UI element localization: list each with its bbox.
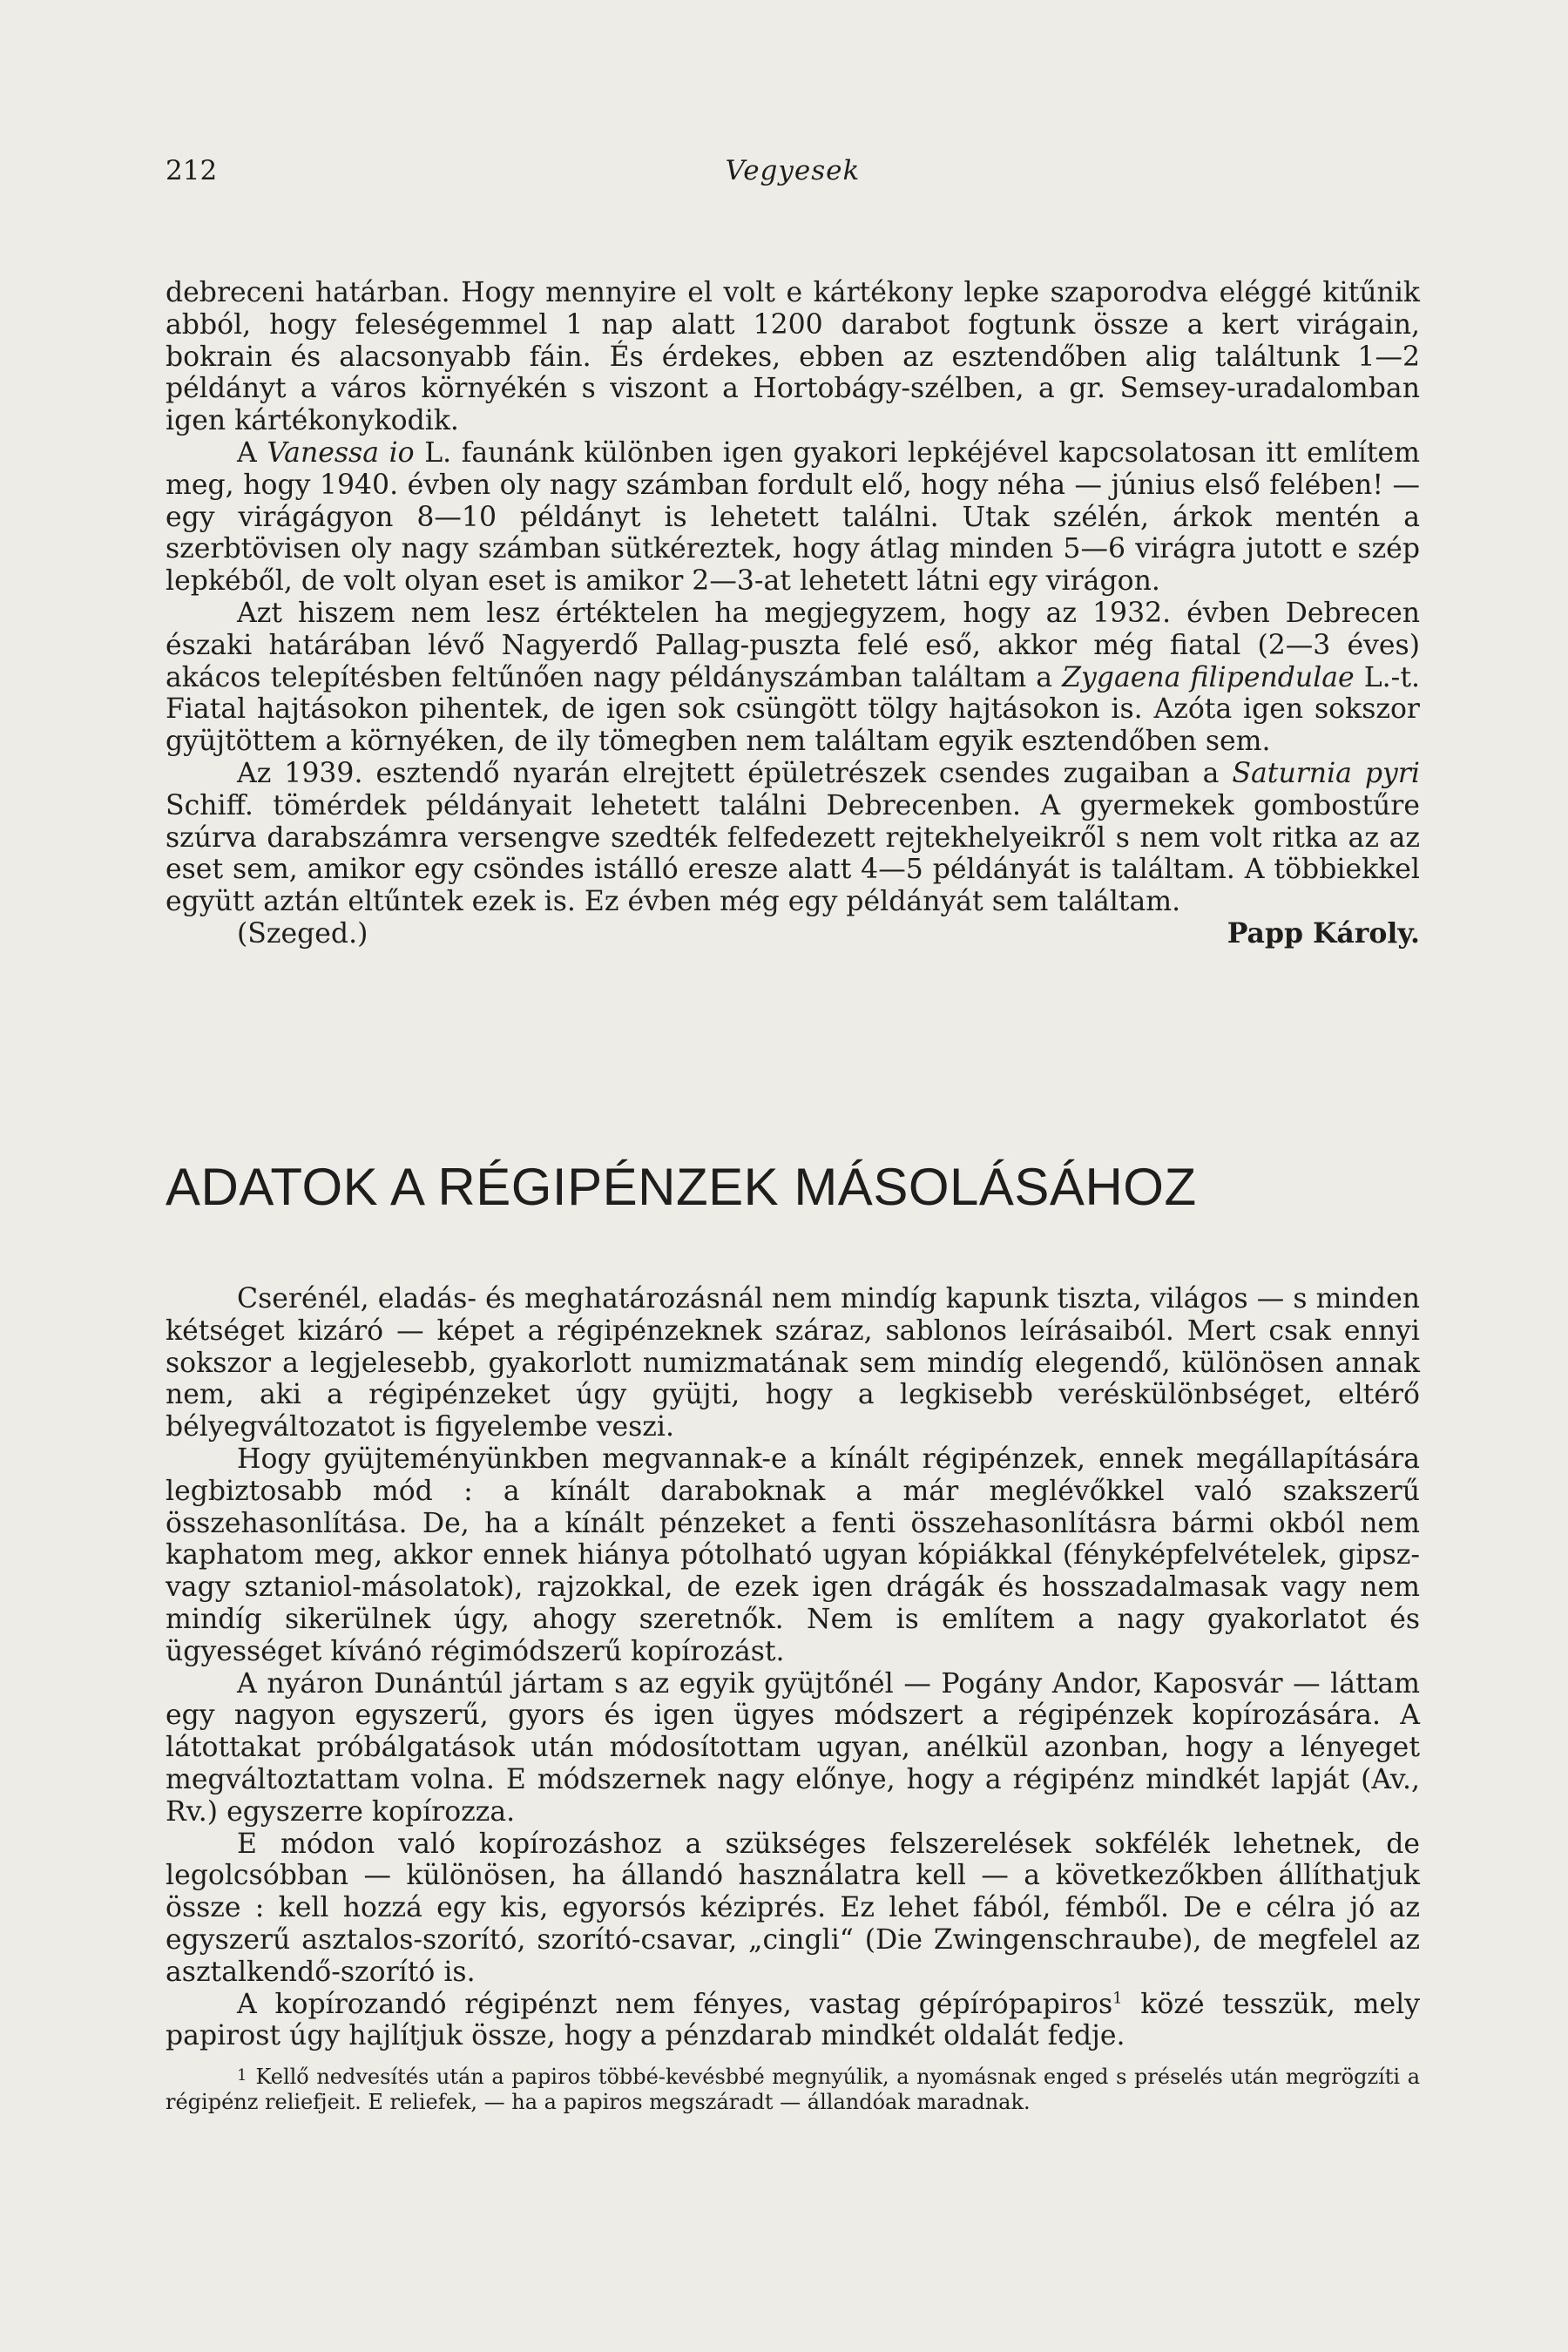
article-body [166, 1283, 1420, 2052]
paragraph: Cserénél, eladás- és meghatározásnál nem mindíg kapunk tiszta, világos — s minden kétséget kizáró — képet a régipénzeknek száraz, sablonos leírásaiból. Mert csak ennyi sokszor a legjelesebb, gyakorlott numizmatának sem mindíg elegendő, különösen annak nem, aki a régipénzeket úgy gyüjti, hogy a legkisebb veréskülönbséget, eltérő bélyegváltozatot is figyelembe veszi. [166, 1283, 1420, 1443]
species-name: Zygaena filipendulae [1062, 661, 1355, 693]
paragraph: Azt hiszem nem lesz értéktelen ha megjegyzem, hogy az 1932. évben Debrecen északi határában lévő Nagyerdő Pallag-puszta felé eső, akkor még fiatal (2—3 éves) akácos telepítésben feltűnően nagy példányszámban találtam a Zygaena filipendulae L.-t. Fiatal hajtásokon pihentek, de igen sok csüngött tölgy hajtásokon is. Azóta igen sokszor gyüjtöttem a környéken, de ily tömegben nem találtam egyik esztendőben sem. [166, 597, 1420, 758]
page-number: 212 [166, 155, 218, 186]
paragraph: A kopírozandó régipénzt nem fényes, vastag gépírópapiros$^1$ közé tesszük, mely papirost úgy hajlítjuk össze, hogy a pénzdarab mindkét oldalát fedje. [166, 1988, 1420, 2052]
article-continued [166, 277, 1420, 950]
paragraph: A nyáron Dunántúl jártam s az egyik gyüjtőnél — Pogány Andor, Kaposvár — láttam egy nagyon egyszerű, gyors és igen ügyes módszert a régipénzek kopírozására. A látottakat próbálgatások után módosítottam ugyan, anélkül azonban, hogy a lényeget megváltoztattam volna. E módszernek nagy előnye, hogy a régipénz mindkét lapját (Av., Rv.) egyszerre kopírozza. [166, 1667, 1420, 1828]
paragraph: debreceni határban. Hogy mennyire el volt e kártékony lepke szaporodva eléggé kitűnik abból, hogy feleségemmel 1 nap alatt 1200 darabot fogtunk össze a kert virágain, bokrain és alacsonyabb fáin. És érdekes, ebben az esztendőben alig találtunk 1—2 példányt a város környékén s viszont a Hortobágy-szélben, a gr. Semsey-uradalomban igen kártékonykodik. [166, 277, 1420, 437]
species-name: Vanessa io [267, 436, 415, 469]
footnote-reference: 1 [1112, 1989, 1123, 2008]
footnote [166, 2065, 1420, 2115]
running-title: Vegyesek [725, 155, 861, 186]
paragraph: Hogy gyüjteményünkben megvannak-e a kínált régipénzek, ennek megállapítására legbiztosabb mód : a kínált daraboknak a már meglévőkkel való szakszerű összehasonlítása. De, ha a kínált pénzeket a fenti összehasonlításra bármi okból nem kaphatom meg, akkor ennek hiánya pótolható ugyan kópiákkal (fényképfelvételek, gipsz- vagy sztaniol-másolatok), rajzokkal, de ezek igen drágák és hosszadalmasak vagy nem mindíg sikerülnek úgy, ahogy szeretnők. Nem is említem a nagy gyakorlatot és ügyességet kívánó régimódszerű kopírozást. [166, 1443, 1420, 1667]
footnote-text: Kellő nedvesítés után a papiros többé-kevésbbé megnyúlik, a nyomásnak enged s préselés után megrögzíti a régipénz reliefjeit. E reliefek, — ha a papiros megszáradt — állandóak maradnak. [166, 2065, 1420, 2114]
footnote-mark: 1 [237, 2066, 247, 2085]
running-header [166, 155, 1420, 199]
section-title: ADATOK A RÉGIPÉNZEK MÁSOLÁSÁHOZ [166, 1158, 1197, 1216]
species-name: Saturnia pyri [1232, 757, 1420, 789]
paragraph: E módon való kopírozáshoz a szükséges felszerelések sokfélék lehetnek, de legolcsóbban — különösen, ha állandó használatra kell — a következőkben állíthatjuk össze : kell hozzá egy kis, egyorsós kéziprés. Ez lehet fából, fémből. De e célra jó az egyszerű asztalos-szorító, szorító-csavar, „cingli“ (Die Zwingenschraube), de megfelel az asztalkendő-szorító is. [166, 1828, 1420, 1988]
signature-place: (Szeged.) [237, 917, 368, 950]
signature-line [166, 918, 1420, 950]
paragraph: Az 1939. esztendő nyarán elrejtett épületrészek csendes zugaiban a Saturnia pyri Schiff. tömérdek példányait lehetett találni Debrecenben. A gyermekek gombostűre szúrva darabszámra versengve szedték felfedezett rejtekhelyeikről s nem volt ritka az az eset sem, amikor egy csöndes istálló eresze alatt 4—5 példányát is találtam. A többiekkel együtt aztán eltűntek ezek is. Ez évben még egy példányát sem találtam. [166, 757, 1420, 918]
signature-author: Papp Károly. [1227, 916, 1420, 950]
paragraph: A Vanessa io L. faunánk különben igen gyakori lepkéjével kapcsolatosan itt említem meg, hogy 1940. évben oly nagy számban fordult elő, hogy néha — június első felében! — egy virágágyon 8—10 példányt is lehetett találni. Utak szélén, árkok mentén a szerbtövisen oly nagy számban sütkéreztek, hogy átlag minden 5—6 virágra jutott e szép lepkéből, de volt olyan eset is amikor 2—3-at lehetett látni egy virágon. [166, 436, 1421, 598]
